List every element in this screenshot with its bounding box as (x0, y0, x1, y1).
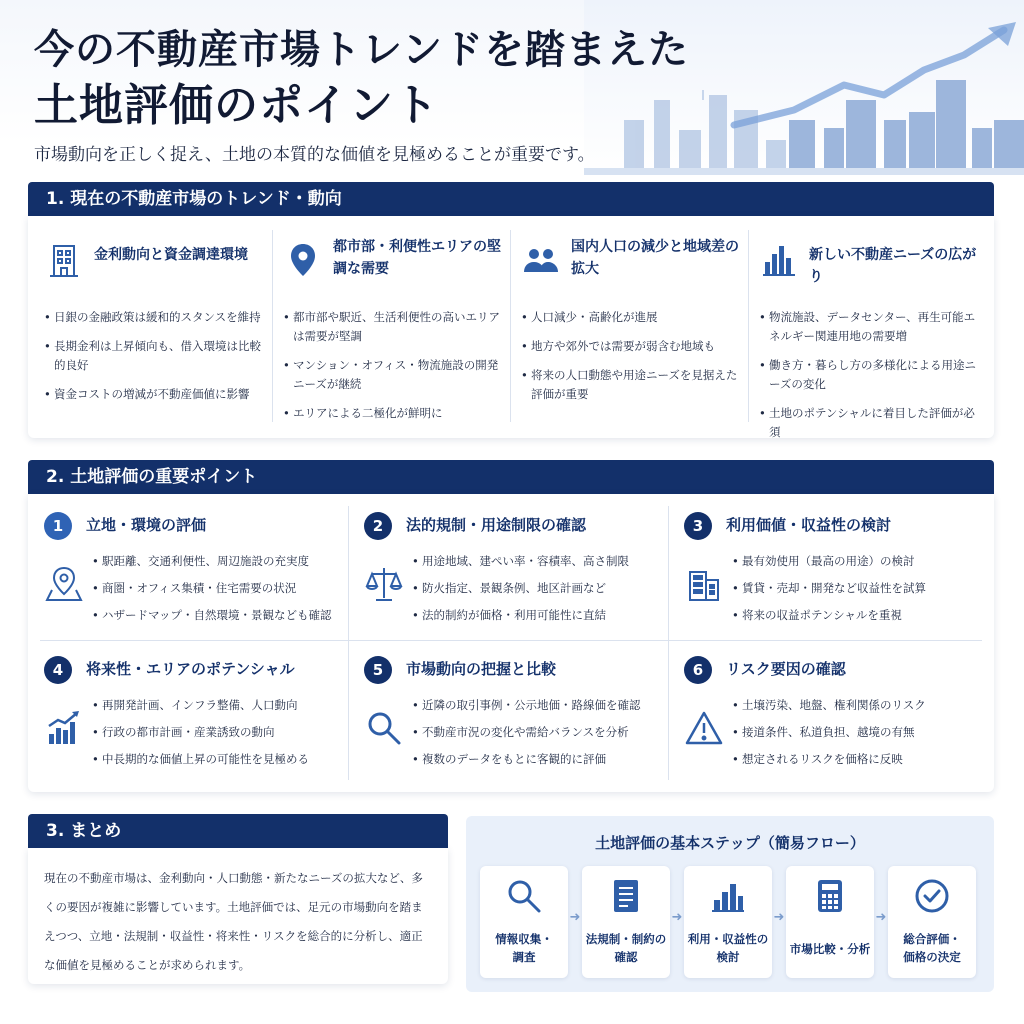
list-item: • 人口減少・高齢化が進展 (519, 308, 743, 327)
list-item: • 日銀の金融政策は緩和的スタンスを維持 (42, 308, 266, 327)
list-item: • 最有効使用（最高の用途）の検討 (730, 548, 980, 575)
document-icon (606, 876, 646, 916)
title-line-1: 今の不動産市場トレンドを踏まえた (34, 27, 689, 73)
trend-heading: 国内人口の減少と地域差の拡大 (571, 239, 739, 277)
list-item: • 用途地域、建ぺい率・容積率、高さ制限 (410, 548, 660, 575)
building-icon (44, 240, 84, 280)
point-number: 3 (684, 512, 712, 540)
point-number: 4 (44, 656, 72, 684)
list-item: • 将来の人口動態や用途ニーズを見据えた評価が重要 (519, 366, 743, 404)
point-heading: 立地・環境の評価 (86, 516, 207, 534)
point-location (34, 502, 342, 634)
list-item: • 賃貸・売却・開発など収益性を試算 (730, 575, 980, 602)
flow-step-4 (786, 866, 874, 978)
point-list (410, 692, 660, 773)
warning-icon (684, 708, 724, 748)
map-pin-icon (283, 240, 323, 280)
basic-steps-flow (466, 816, 994, 992)
list-item: • 不動産市況の変化や需給バランスを分析 (410, 719, 660, 746)
flow-step-label: 総合評価・ 価格の決定 (903, 932, 961, 964)
flow-step-1 (480, 866, 568, 978)
list-item: • 想定されるリスクを価格に反映 (730, 746, 980, 773)
trend-heading: 新しい不動産ニーズの広がり (809, 247, 977, 285)
point-heading: リスク要因の確認 (726, 660, 846, 678)
list-item: • エリアによる二極化が鮮明に (281, 404, 505, 423)
flow-title: 土地評価の基本ステップ（簡易フロー） (595, 834, 865, 852)
section1-header: 1. 現在の不動産市場のトレンド・動向 (28, 182, 994, 216)
list-item: • 土壌汚染、地盤、権利関係のリスク (730, 692, 980, 719)
list-item: • 法的制約が価格・利用可能性に直結 (410, 602, 660, 629)
list-item: • 土地のポテンシャルに着目した評価が必須 (757, 404, 981, 442)
section2-header: 2. 土地評価の重要ポイント (28, 460, 994, 494)
check-circle-icon (912, 876, 952, 916)
point-heading: 法的規制・用途制限の確認 (406, 516, 587, 534)
trend-column-population (510, 230, 742, 422)
point-heading: 利用価値・収益性の検討 (726, 516, 892, 534)
list-item: • ハザードマップ・自然環境・景観なども確認 (90, 602, 340, 629)
point-potential (34, 646, 342, 778)
arrow-right-icon: ➜ (569, 910, 581, 925)
list-item: • 物流施設、データセンター、再生可能エネルギー関連用地の需要増 (757, 308, 981, 346)
point-heading: 将来性・エリアのポテンシャル (86, 660, 295, 678)
list-item: • 都市部や駅近、生活利便性の高いエリアは需要が堅調 (281, 308, 505, 346)
section1-card (28, 216, 994, 438)
list-item: • マンション・オフィス・物流施設の開発ニーズが継続 (281, 356, 505, 394)
flow-step-label: 法規制・制約の 確認 (585, 932, 667, 964)
trend-column-urban-demand (272, 230, 504, 422)
point-legal (354, 502, 662, 634)
magnifier-icon (364, 708, 404, 748)
list-item: • 地方や郊外では需要が弱含む地域も (519, 337, 743, 356)
list-item: • 商圏・オフィス集積・住宅需要の状況 (90, 575, 340, 602)
list-item: • 接道条件、私道負担、越境の有無 (730, 719, 980, 746)
list-item: • 複数のデータをもとに客観的に評価 (410, 746, 660, 773)
flow-step-3 (684, 866, 772, 978)
flow-step-label: 利用・収益性の 検討 (687, 932, 769, 964)
title-line-2: 土地評価のポイント (34, 80, 439, 131)
point-list (410, 548, 660, 629)
point-list (90, 692, 340, 773)
people-icon (521, 240, 561, 280)
search-icon (504, 876, 544, 916)
list-item: • 働き方・暮らし方の多様化による用途ニーズの変化 (757, 356, 981, 394)
trend-list (757, 308, 981, 452)
arrow-right-icon: ➜ (671, 910, 683, 925)
summary-text: 現在の不動産市場は、金利動向・人口動態・新たなニーズの拡大など、多くの要因が複雑に影響しています。土地評価では、足元の市場動向を踏まえつつ、立地・法規制・収益性・将来性・リスクを総合的に分析し、適正な価値を見極めることが求められます。 (44, 871, 423, 972)
bar-chart-icon (708, 876, 748, 916)
trend-list (281, 308, 505, 433)
trend-list (42, 308, 266, 414)
point-list (730, 692, 980, 773)
point-number: 2 (364, 512, 392, 540)
list-item: • 行政の都市計画・産業誘致の動向 (90, 719, 340, 746)
arrow-right-icon: ➜ (875, 910, 887, 925)
point-list (90, 548, 340, 629)
trend-list (519, 308, 743, 414)
flow-step-label: 市場比較・分析 (789, 942, 871, 956)
point-number: 6 (684, 656, 712, 684)
page-subtitle: 市場動向を正しく捉え、土地の本質的な価値を見極めることが重要です。 (34, 145, 595, 165)
point-heading: 市場動向の把握と比較 (406, 660, 557, 678)
point-list (730, 548, 980, 629)
list-item: • 駅距離、交通利便性、周辺施設の充実度 (90, 548, 340, 575)
divider (40, 640, 982, 641)
office-building-icon (684, 564, 724, 604)
list-item: • 再開発計画、インフラ整備、人口動向 (90, 692, 340, 719)
flow-step-5 (888, 866, 976, 978)
scales-icon (364, 564, 404, 604)
point-number: 5 (364, 656, 392, 684)
section3-card (28, 848, 448, 984)
flow-step-label: 情報収集・ 調査 (495, 932, 553, 964)
page-title (34, 22, 689, 134)
list-item: • 長期金利は上昇傾向も、借入環境は比較的良好 (42, 337, 266, 375)
trend-column-interest-rates (34, 230, 266, 422)
list-item: • 資金コストの増減が不動産価値に影響 (42, 385, 266, 404)
point-profitability (674, 502, 982, 634)
section2-card (28, 494, 994, 792)
list-item: • 近隣の取引事例・公示地価・路線価を確認 (410, 692, 660, 719)
divider (348, 506, 349, 780)
trend-heading: 都市部・利便性エリアの堅調な需要 (333, 239, 501, 277)
point-number: 1 (44, 512, 72, 540)
list-item: • 中長期的な価値上昇の可能性を見極める (90, 746, 340, 773)
trend-heading: 金利動向と資金調達環境 (94, 247, 248, 263)
trend-column-new-needs (748, 230, 980, 439)
calculator-icon (810, 876, 850, 916)
point-market (354, 646, 662, 778)
point-risk (674, 646, 982, 778)
bar-chart-icon (759, 240, 799, 280)
location-map-icon (44, 564, 84, 604)
list-item: • 将来の収益ポテンシャルを重視 (730, 602, 980, 629)
arrow-right-icon: ➜ (773, 910, 785, 925)
section3-header: 3. まとめ (28, 814, 448, 848)
list-item: • 防火指定、景観条例、地区計画など (410, 575, 660, 602)
divider (668, 506, 669, 780)
flow-step-2 (582, 866, 670, 978)
growth-chart-icon (44, 708, 84, 748)
